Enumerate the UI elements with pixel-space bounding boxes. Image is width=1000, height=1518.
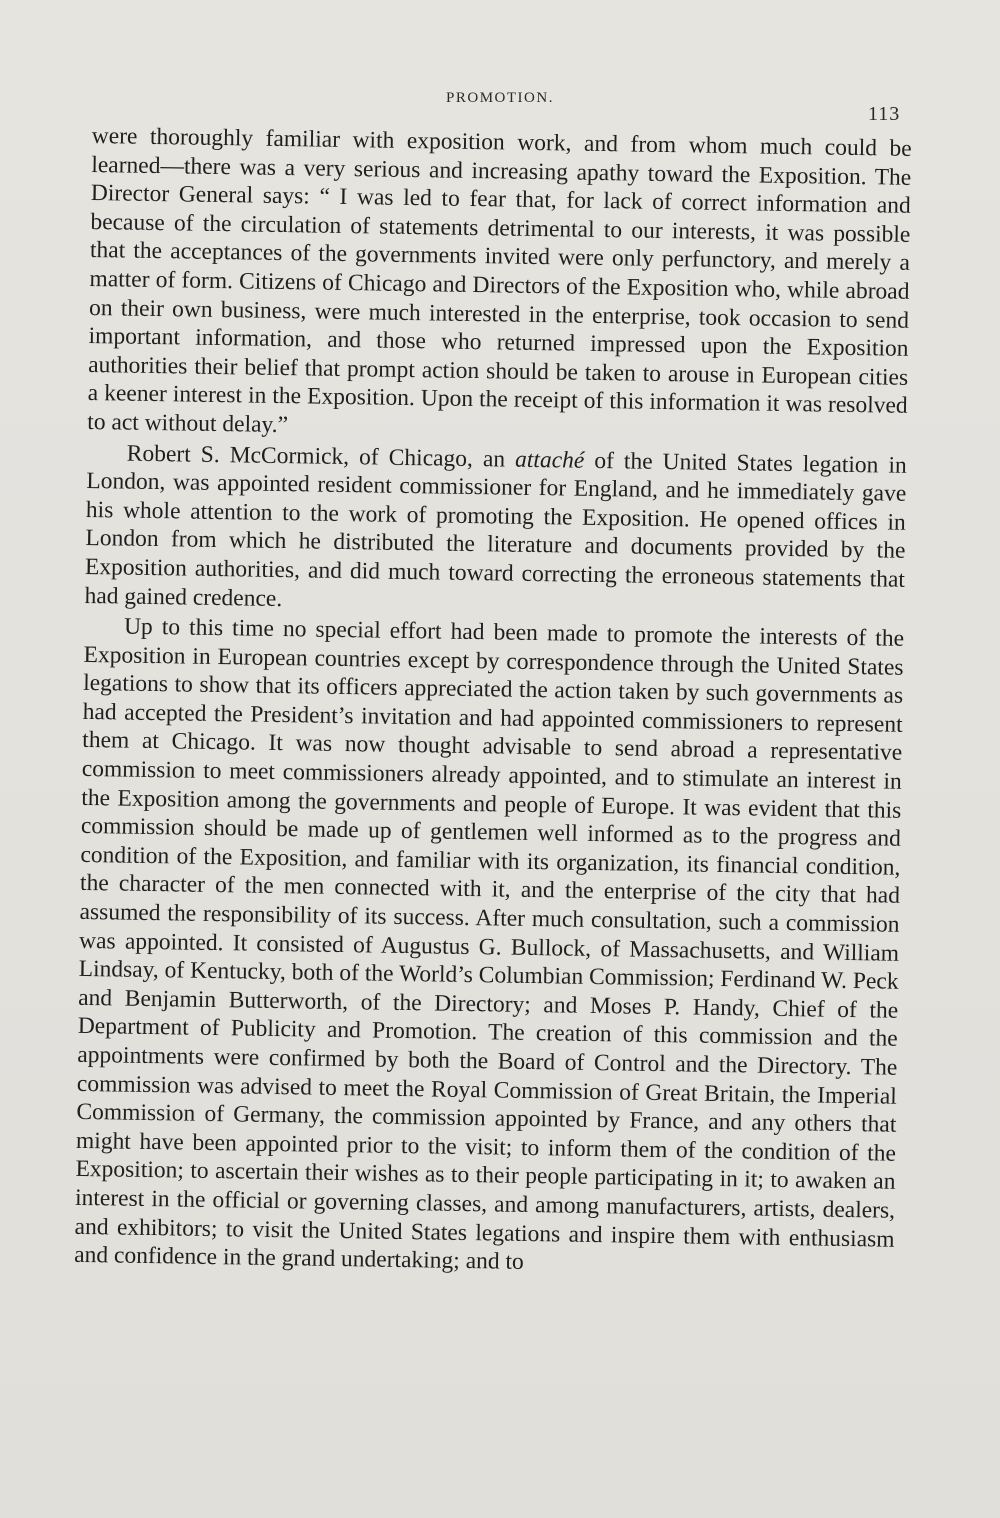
paragraph-3: Up to this time no special effort had been made to promote the interests of the Exposition in European countries except by correspondence through the United States legations to show that its officers appreciated the action taken by such governments as had accepted the President’s invitation and had appointed commissioners to represent them at Chicago. It was now thought advisable to send abroad a representative commission to meet commissioners already appointed, and to stimulate an interest in the Exposition among the governments and people of Europe. It was evident that this commission should be made up of gentlemen well informed as to the progress and condition of the Exposition, and familiar with its organization, its financial condition, the character of the men connected with it, and the enterprise of the city that had assumed the responsibility of its success. After much consultation, such a commission was appointed. It consisted of Augustus G. Bullock, of Massachusetts, and William Lindsay, of Kentucky, both of the World’s Columbian Commission; Ferdinand W. Peck and Benjamin Butterworth, of the Directory; and Moses P. Handy, Chief of the Department of Publicity and Promotion. The creation of this commission and the appointments were confirmed by both the Board of Control and the Directory. The commission was advised to meet the Royal Commission of Great Britain, the Imperial Commission of Germany, the commission appointed by France, and any others that might have been appointed prior to the visit; to inform them of the condition of the Exposition; to ascertain their wishes as to their people participating in it; to awaken an interest in the official or governing classes, and among manufacturers, artists, dealers, and exhibitors; to visit the United States legations and inspire them with enthusiasm and confidence in the grand undertaking; and to bbox=[73, 613, 905, 1276]
paragraph-2-rest: of the United States legation in London, was appointed resident commissioner for England, and he immediately gave his whole attention to the work of promoting the Exposition. He opened offices in London from which he distributed the literature and documents provided by the Exposition authorities, and did much toward correcting the erroneous statements that had gained credence. bbox=[84, 447, 907, 612]
paragraph-2 bbox=[84, 438, 907, 622]
paragraph-2-start: Robert S. McCormick, of Chicago, an bbox=[126, 440, 506, 473]
body-text bbox=[74, 122, 912, 1284]
page-number: 113 bbox=[868, 103, 901, 125]
running-head: PROMOTION. bbox=[446, 90, 554, 106]
paragraph-1: were thoroughly familiar with exposition work, and from whom much could be learned—there was a very serious and increasing apathy toward the Exposition. The Director General says: “ I was led to fear that, for lack of correct information and because of the circulation of statements detrimental to our interests, it was possible that the acceptances of the governments invited were only perfunctory, and merely a matter of form. Citizens of Chicago and Directors of the Exposition who, while abroad on their own business, were much interested in the enterprise, took occasion to send important information, and those who returned impressed upon the Exposition authorities their belief that prompt action should be taken to arouse in European cities a keener interest in the Exposition. Upon the receipt of this information it was resolved to act without delay.” bbox=[87, 122, 912, 439]
italic-term: attaché bbox=[514, 446, 585, 474]
